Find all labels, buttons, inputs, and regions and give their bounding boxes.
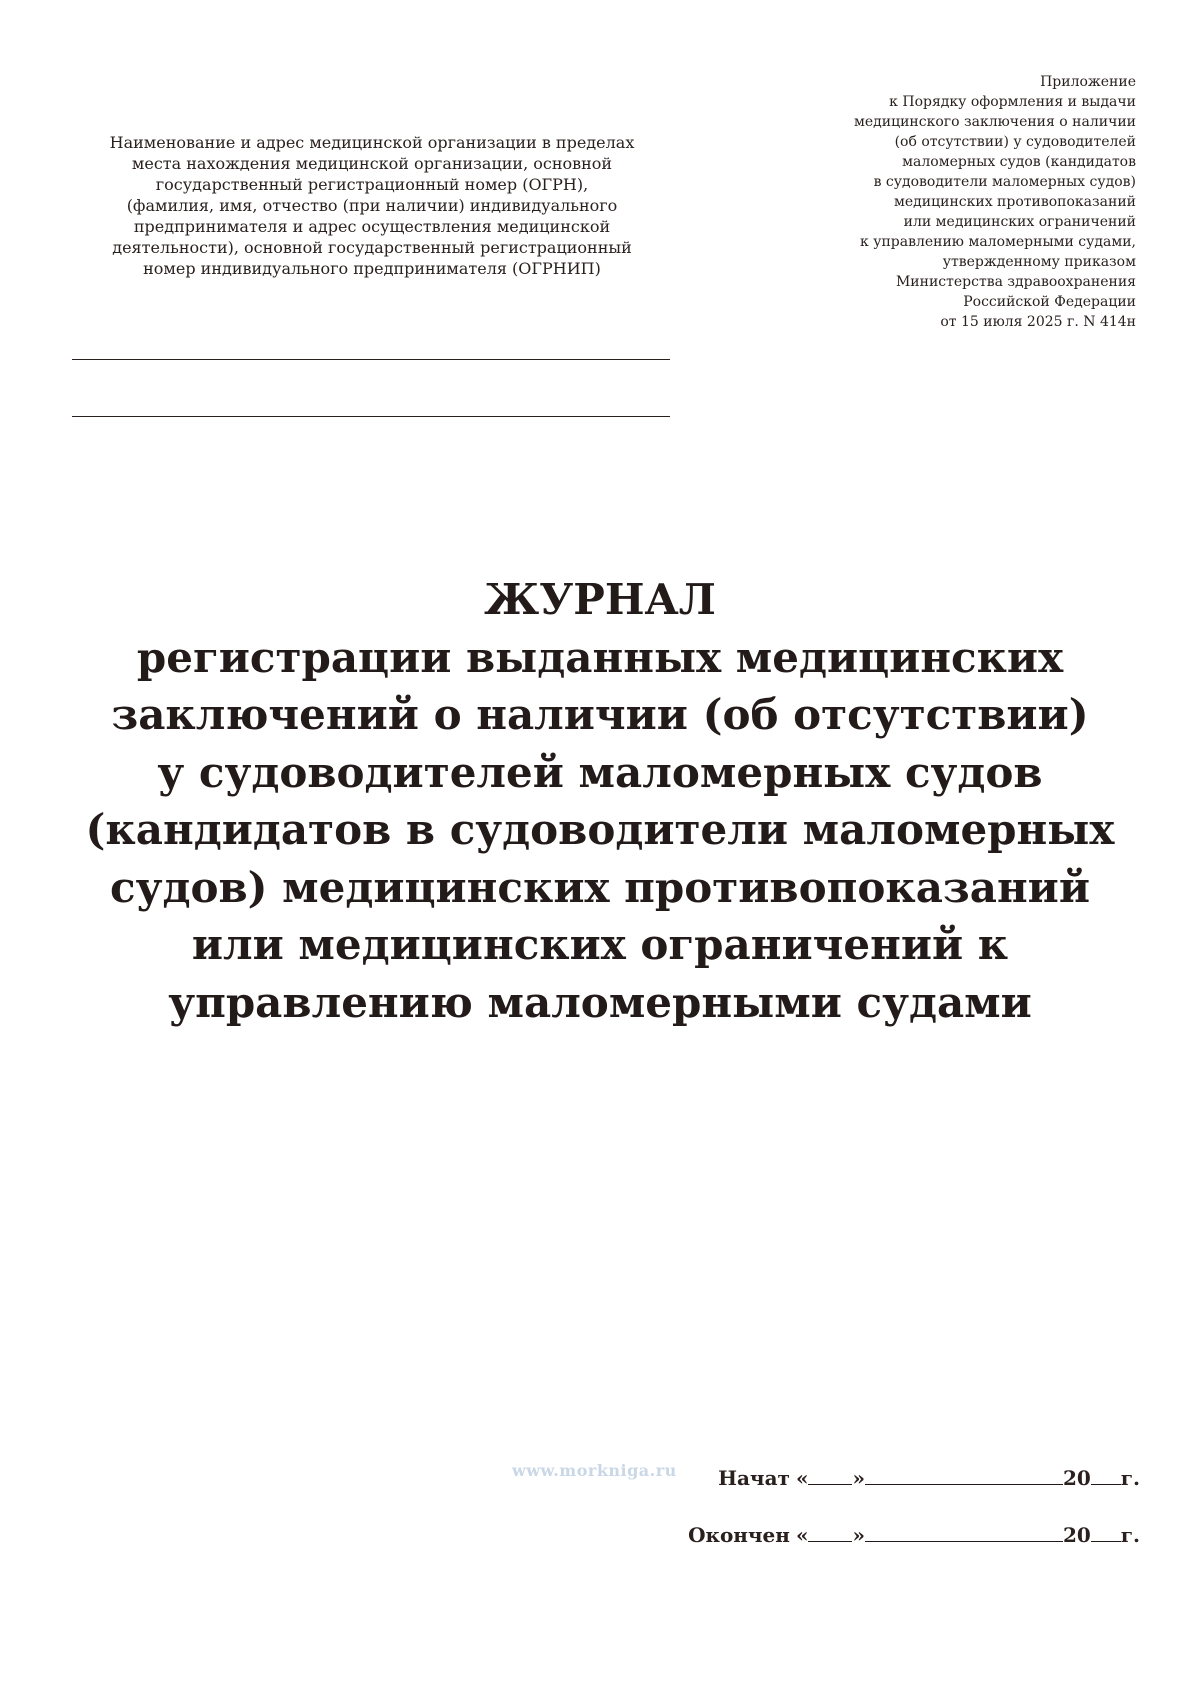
appendix-line: или медицинских ограничений [903, 214, 1136, 230]
start-year-field[interactable] [1091, 1466, 1121, 1485]
organization-caption-line: номер индивидуального предпринимателя (ОГРНИП) [143, 259, 601, 278]
appendix-line: маломерных судов (кандидатов [902, 154, 1136, 170]
close-quote: » [852, 1466, 865, 1490]
appendix-line: утвержденному приказом [942, 254, 1136, 270]
journal-title-line: управлению маломерными судами [168, 977, 1032, 1027]
organization-caption-line: места нахождения медицинской организации, основной [131, 154, 613, 173]
open-quote: « [795, 1466, 809, 1490]
year-suffix: г. [1120, 1523, 1140, 1547]
year-century: 20 [1062, 1523, 1091, 1547]
start-month-field[interactable] [865, 1466, 1063, 1485]
organization-caption-line: государственный регистрационный номер (ОГРН), [155, 175, 589, 194]
close-quote: » [852, 1523, 865, 1547]
organization-fill-line-2[interactable] [72, 416, 670, 417]
watermark: www.morkniga.ru [512, 1461, 677, 1480]
appendix-line: к Порядку оформления и выдачи [889, 94, 1136, 110]
appendix-line: (об отсутствии) у судоводителей [894, 134, 1136, 150]
appendix-line: медицинских противопоказаний [894, 194, 1136, 210]
appendix-note [776, 72, 1136, 332]
end-day-field[interactable] [808, 1523, 852, 1542]
organization-caption-line: Наименование и адрес медицинской организации в пределах [109, 133, 635, 152]
organization-caption [72, 132, 672, 279]
appendix-line: от 15 июля 2025 г. N 414н [940, 314, 1136, 330]
organization-caption-line: (фамилия, имя, отчество (при наличии) индивидуального [126, 196, 618, 215]
journal-title-line: у судоводителей маломерных судов [157, 747, 1043, 797]
organization-fill-line-1[interactable] [72, 359, 670, 360]
organization-caption-line: предпринимателя и адрес осуществления медицинской [133, 217, 611, 236]
appendix-line: к управлению маломерными судами, [860, 234, 1136, 250]
year-suffix: г. [1120, 1466, 1140, 1490]
journal-title-line: (кандидатов в судоводители маломерных [85, 805, 1115, 854]
appendix-line: Министерства здравоохранения [895, 274, 1136, 290]
journal-title [60, 571, 1140, 1031]
journal-title-line: или медицинских ограничений к [191, 920, 1009, 969]
appendix-line: Российской Федерации [963, 294, 1136, 310]
start-day-field[interactable] [808, 1466, 852, 1485]
appendix-line: Приложение [1040, 74, 1136, 90]
journal-title-line: регистрации выданных медицинских [136, 632, 1064, 682]
appendix-line: медицинского заключения о наличии [853, 114, 1136, 130]
start-date-row [718, 1462, 1140, 1494]
journal-title-heading: ЖУРНАЛ [484, 575, 716, 624]
journal-title-line: судов) медицинских противопоказаний [110, 862, 1090, 912]
end-year-field[interactable] [1091, 1523, 1121, 1542]
open-quote: « [795, 1523, 809, 1547]
end-month-field[interactable] [865, 1523, 1063, 1542]
organization-caption-line: деятельности), основной государственный регистрационный [112, 238, 632, 257]
year-century: 20 [1062, 1466, 1091, 1490]
start-date-label: Начат [718, 1466, 790, 1490]
end-date-row [688, 1519, 1140, 1551]
end-date-label: Окончен [688, 1523, 790, 1547]
journal-title-line: заключений о наличии (об отсутствии) [111, 690, 1089, 739]
appendix-line: в судоводители маломерных судов) [873, 174, 1136, 190]
